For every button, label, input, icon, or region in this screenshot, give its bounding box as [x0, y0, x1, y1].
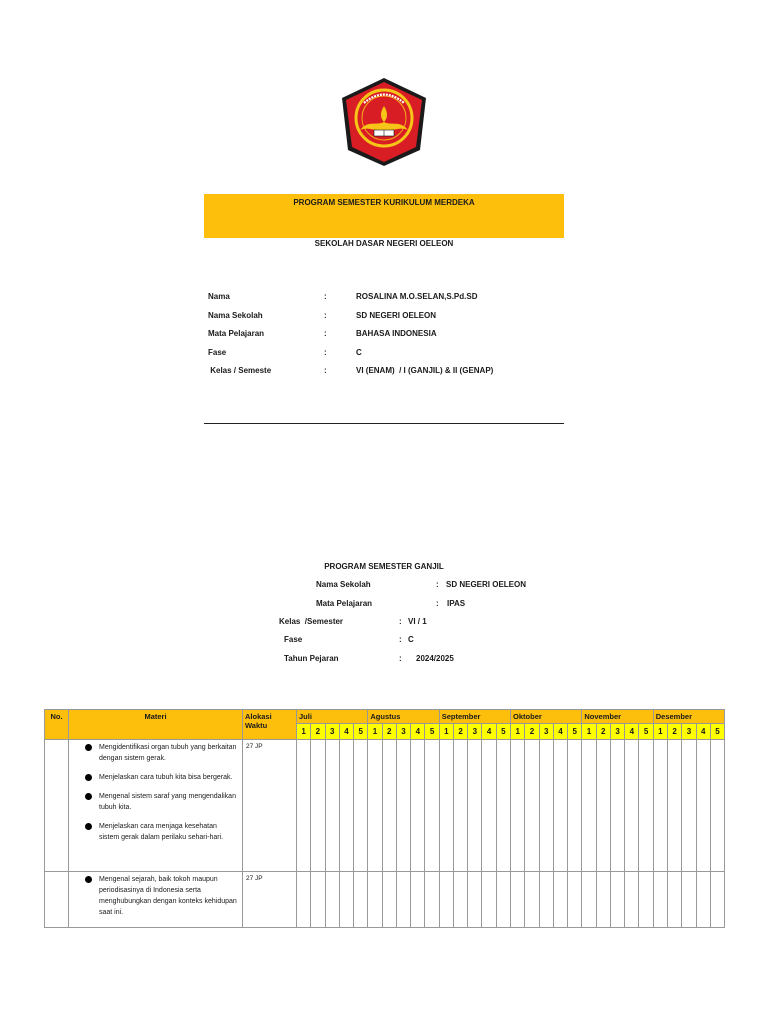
identity-colon: : [324, 366, 327, 375]
list-item [99, 874, 238, 918]
week-number-cell: 3 [396, 724, 410, 740]
identity-colon: : [324, 348, 327, 357]
schedule-cell[interactable] [610, 872, 624, 928]
schedule-cell[interactable] [696, 872, 710, 928]
schedule-cell[interactable] [668, 872, 682, 928]
schedule-cell[interactable] [710, 872, 724, 928]
schedule-cell[interactable] [525, 872, 539, 928]
schedule-cell[interactable] [625, 740, 639, 872]
semester-colon: : [436, 599, 439, 608]
bullet-icon [85, 823, 92, 830]
materi-text: Mengenal sejarah, baik tokoh maupun periodisasinya di Indonesia serta menghubungkan dengan konteks kehidupan saat ini. [99, 876, 237, 916]
identity-value: C [356, 348, 362, 357]
identity-colon: : [324, 329, 327, 338]
schedule-cell[interactable] [425, 740, 439, 872]
semester-label: Nama Sekolah [316, 580, 371, 589]
identity-label: Mata Pelajaran [208, 329, 265, 338]
schedule-cell[interactable] [297, 872, 311, 928]
semester-title: PROGRAM SEMESTER GANJIL [324, 562, 444, 571]
month-header: Desember [653, 710, 724, 724]
schedule-cell[interactable] [354, 740, 368, 872]
list-item [99, 791, 238, 813]
schedule-cell[interactable] [297, 740, 311, 872]
row-alokasi: 27 JP [243, 872, 297, 928]
week-number-cell: 2 [525, 724, 539, 740]
col-header-no: No. [45, 710, 69, 740]
week-number-cell: 2 [382, 724, 396, 740]
week-number-cell: 4 [339, 724, 353, 740]
col-header-alokasi: Alokasi Waktu [243, 710, 297, 740]
list-item [99, 742, 238, 764]
schedule-cell[interactable] [468, 872, 482, 928]
schedule-cell[interactable] [439, 740, 453, 872]
bullet-icon [85, 744, 92, 751]
schedule-cell[interactable] [568, 872, 582, 928]
semester-colon: : [399, 654, 402, 663]
materi-text: Menjelaskan cara menjaga kesehatan sistem gerak dalam perilaku sehari-hari. [99, 823, 224, 841]
schedule-cell[interactable] [496, 740, 510, 872]
month-header: September [439, 710, 510, 724]
schedule-cell[interactable] [596, 872, 610, 928]
month-header: Oktober [511, 710, 582, 724]
week-number-cell: 1 [368, 724, 382, 740]
week-number-cell: 5 [496, 724, 510, 740]
schedule-cell[interactable] [368, 740, 382, 872]
identity-value: BAHASA INDONESIA [356, 329, 437, 338]
schedule-cell[interactable] [682, 740, 696, 872]
schedule-cell[interactable] [511, 740, 525, 872]
week-number-cell: 3 [325, 724, 339, 740]
materi-text: Mengenal sistem saraf yang mengendalikan tubuh kita. [99, 793, 236, 811]
table-row [45, 872, 725, 928]
week-number-cell: 4 [482, 724, 496, 740]
semester-colon: : [399, 617, 402, 626]
week-number-cell: 1 [439, 724, 453, 740]
schedule-cell[interactable] [325, 872, 339, 928]
school-title: SEKOLAH DASAR NEGERI OELEON [314, 239, 454, 248]
schedule-cell[interactable] [325, 740, 339, 872]
schedule-cell[interactable] [368, 872, 382, 928]
schedule-cell[interactable] [411, 740, 425, 872]
schedule-cell[interactable] [596, 740, 610, 872]
semester-plan-table [44, 709, 725, 928]
week-number-cell: 1 [511, 724, 525, 740]
schedule-cell[interactable] [710, 740, 724, 872]
table-header-row [45, 710, 725, 724]
col-header-materi: Materi [69, 710, 243, 740]
schedule-cell[interactable] [668, 740, 682, 872]
schedule-cell[interactable] [482, 872, 496, 928]
schedule-cell[interactable] [682, 872, 696, 928]
week-number-cell: 5 [710, 724, 724, 740]
schedule-cell[interactable] [396, 740, 410, 872]
week-number-cell: 2 [311, 724, 325, 740]
semester-label: Tahun Pejaran [284, 654, 339, 663]
schedule-cell[interactable] [339, 740, 353, 872]
schedule-cell[interactable] [539, 740, 553, 872]
semester-colon: : [399, 635, 402, 644]
schedule-cell[interactable] [553, 872, 567, 928]
schedule-cell[interactable] [553, 740, 567, 872]
schedule-cell[interactable] [382, 872, 396, 928]
week-number-cell: 2 [453, 724, 467, 740]
identity-row-class [0, 366, 768, 380]
schedule-cell[interactable] [568, 740, 582, 872]
schedule-cell[interactable] [382, 740, 396, 872]
week-number-cell: 2 [596, 724, 610, 740]
identity-colon: : [324, 292, 327, 301]
week-number-cell: 1 [653, 724, 667, 740]
week-number-cell: 3 [682, 724, 696, 740]
month-header: Juli [297, 710, 368, 724]
semester-value: VI / 1 [408, 617, 427, 626]
list-item [99, 772, 238, 783]
identity-value: ROSALINA M.O.SELAN,S.Pd.SD [356, 292, 478, 301]
schedule-cell[interactable] [425, 872, 439, 928]
list-item [99, 821, 238, 843]
identity-row-school [0, 311, 768, 325]
materi-text: Menjelaskan cara tubuh kita bisa bergerak. [99, 774, 233, 781]
identity-value: SD NEGERI OELEON [356, 311, 437, 320]
week-number-cell: 3 [468, 724, 482, 740]
schedule-cell[interactable] [625, 872, 639, 928]
bullet-icon [85, 774, 92, 781]
schedule-cell[interactable] [639, 872, 653, 928]
schedule-cell[interactable] [354, 872, 368, 928]
schedule-cell[interactable] [453, 740, 467, 872]
schedule-cell[interactable] [539, 872, 553, 928]
row-alokasi: 27 JP [243, 740, 297, 872]
identity-label: Nama [208, 292, 230, 301]
schedule-cell[interactable] [453, 872, 467, 928]
identity-value: VI (ENAM) / I (GANJIL) & II (GENAP) [356, 366, 494, 375]
semester-value: C [408, 635, 414, 644]
week-number-cell: 4 [696, 724, 710, 740]
schedule-cell[interactable] [411, 872, 425, 928]
week-number-cell: 3 [610, 724, 624, 740]
row-materi [69, 872, 243, 928]
identity-label: Nama Sekolah [208, 311, 263, 320]
identity-colon: : [324, 311, 327, 320]
schedule-cell[interactable] [653, 872, 667, 928]
week-number-cell: 1 [297, 724, 311, 740]
month-header: Agustus [368, 710, 439, 724]
semester-colon: : [436, 580, 439, 589]
schedule-cell[interactable] [582, 872, 596, 928]
row-no [45, 872, 69, 928]
semester-value: 2024/2025 [416, 654, 454, 663]
identity-block [0, 292, 768, 380]
table-row [45, 740, 725, 872]
schedule-cell[interactable] [511, 872, 525, 928]
program-title: PROGRAM SEMESTER KURIKULUM MERDEKA [293, 198, 475, 207]
schedule-cell[interactable] [468, 740, 482, 872]
identity-label: Fase [208, 348, 227, 357]
schedule-cell[interactable] [610, 740, 624, 872]
identity-row-nama [0, 292, 768, 306]
week-number-cell: 5 [639, 724, 653, 740]
semester-label: Fase [284, 635, 303, 644]
schedule-cell[interactable] [653, 740, 667, 872]
semester-value: SD NEGERI OELEON [446, 580, 527, 589]
week-number-cell: 2 [668, 724, 682, 740]
schedule-cell[interactable] [525, 740, 539, 872]
schedule-cell[interactable] [311, 740, 325, 872]
bullet-icon [85, 793, 92, 800]
semester-label: Kelas /Semester [279, 617, 344, 626]
week-number-cell: 5 [568, 724, 582, 740]
schedule-cell[interactable] [339, 872, 353, 928]
week-number-cell: 3 [539, 724, 553, 740]
month-header: November [582, 710, 653, 724]
row-no [45, 740, 69, 872]
schedule-cell[interactable] [696, 740, 710, 872]
identity-row-fase [0, 348, 768, 362]
materi-text: Mengidentifikasi organ tubuh yang berkaitan dengan sistem gerak. [99, 744, 237, 762]
week-number-cell: 1 [582, 724, 596, 740]
identity-label: Kelas / Semeste [208, 366, 272, 375]
schedule-cell[interactable] [439, 872, 453, 928]
schedule-cell[interactable] [311, 872, 325, 928]
week-number-cell: 5 [425, 724, 439, 740]
bullet-icon [85, 876, 92, 883]
schedule-cell[interactable] [496, 872, 510, 928]
identity-row-subject [0, 329, 768, 343]
semester-label: Mata Pelajaran [316, 599, 373, 608]
week-number-cell: 4 [553, 724, 567, 740]
semester-value: IPAS [447, 599, 466, 608]
schedule-cell[interactable] [482, 740, 496, 872]
week-number-cell: 4 [411, 724, 425, 740]
row-materi [69, 740, 243, 872]
schedule-cell[interactable] [396, 872, 410, 928]
schedule-cell[interactable] [639, 740, 653, 872]
divider-line [204, 423, 564, 424]
schedule-cell[interactable] [582, 740, 596, 872]
week-number-cell: 4 [625, 724, 639, 740]
week-number-cell: 5 [354, 724, 368, 740]
tut-wuri-handayani-logo [336, 76, 432, 168]
